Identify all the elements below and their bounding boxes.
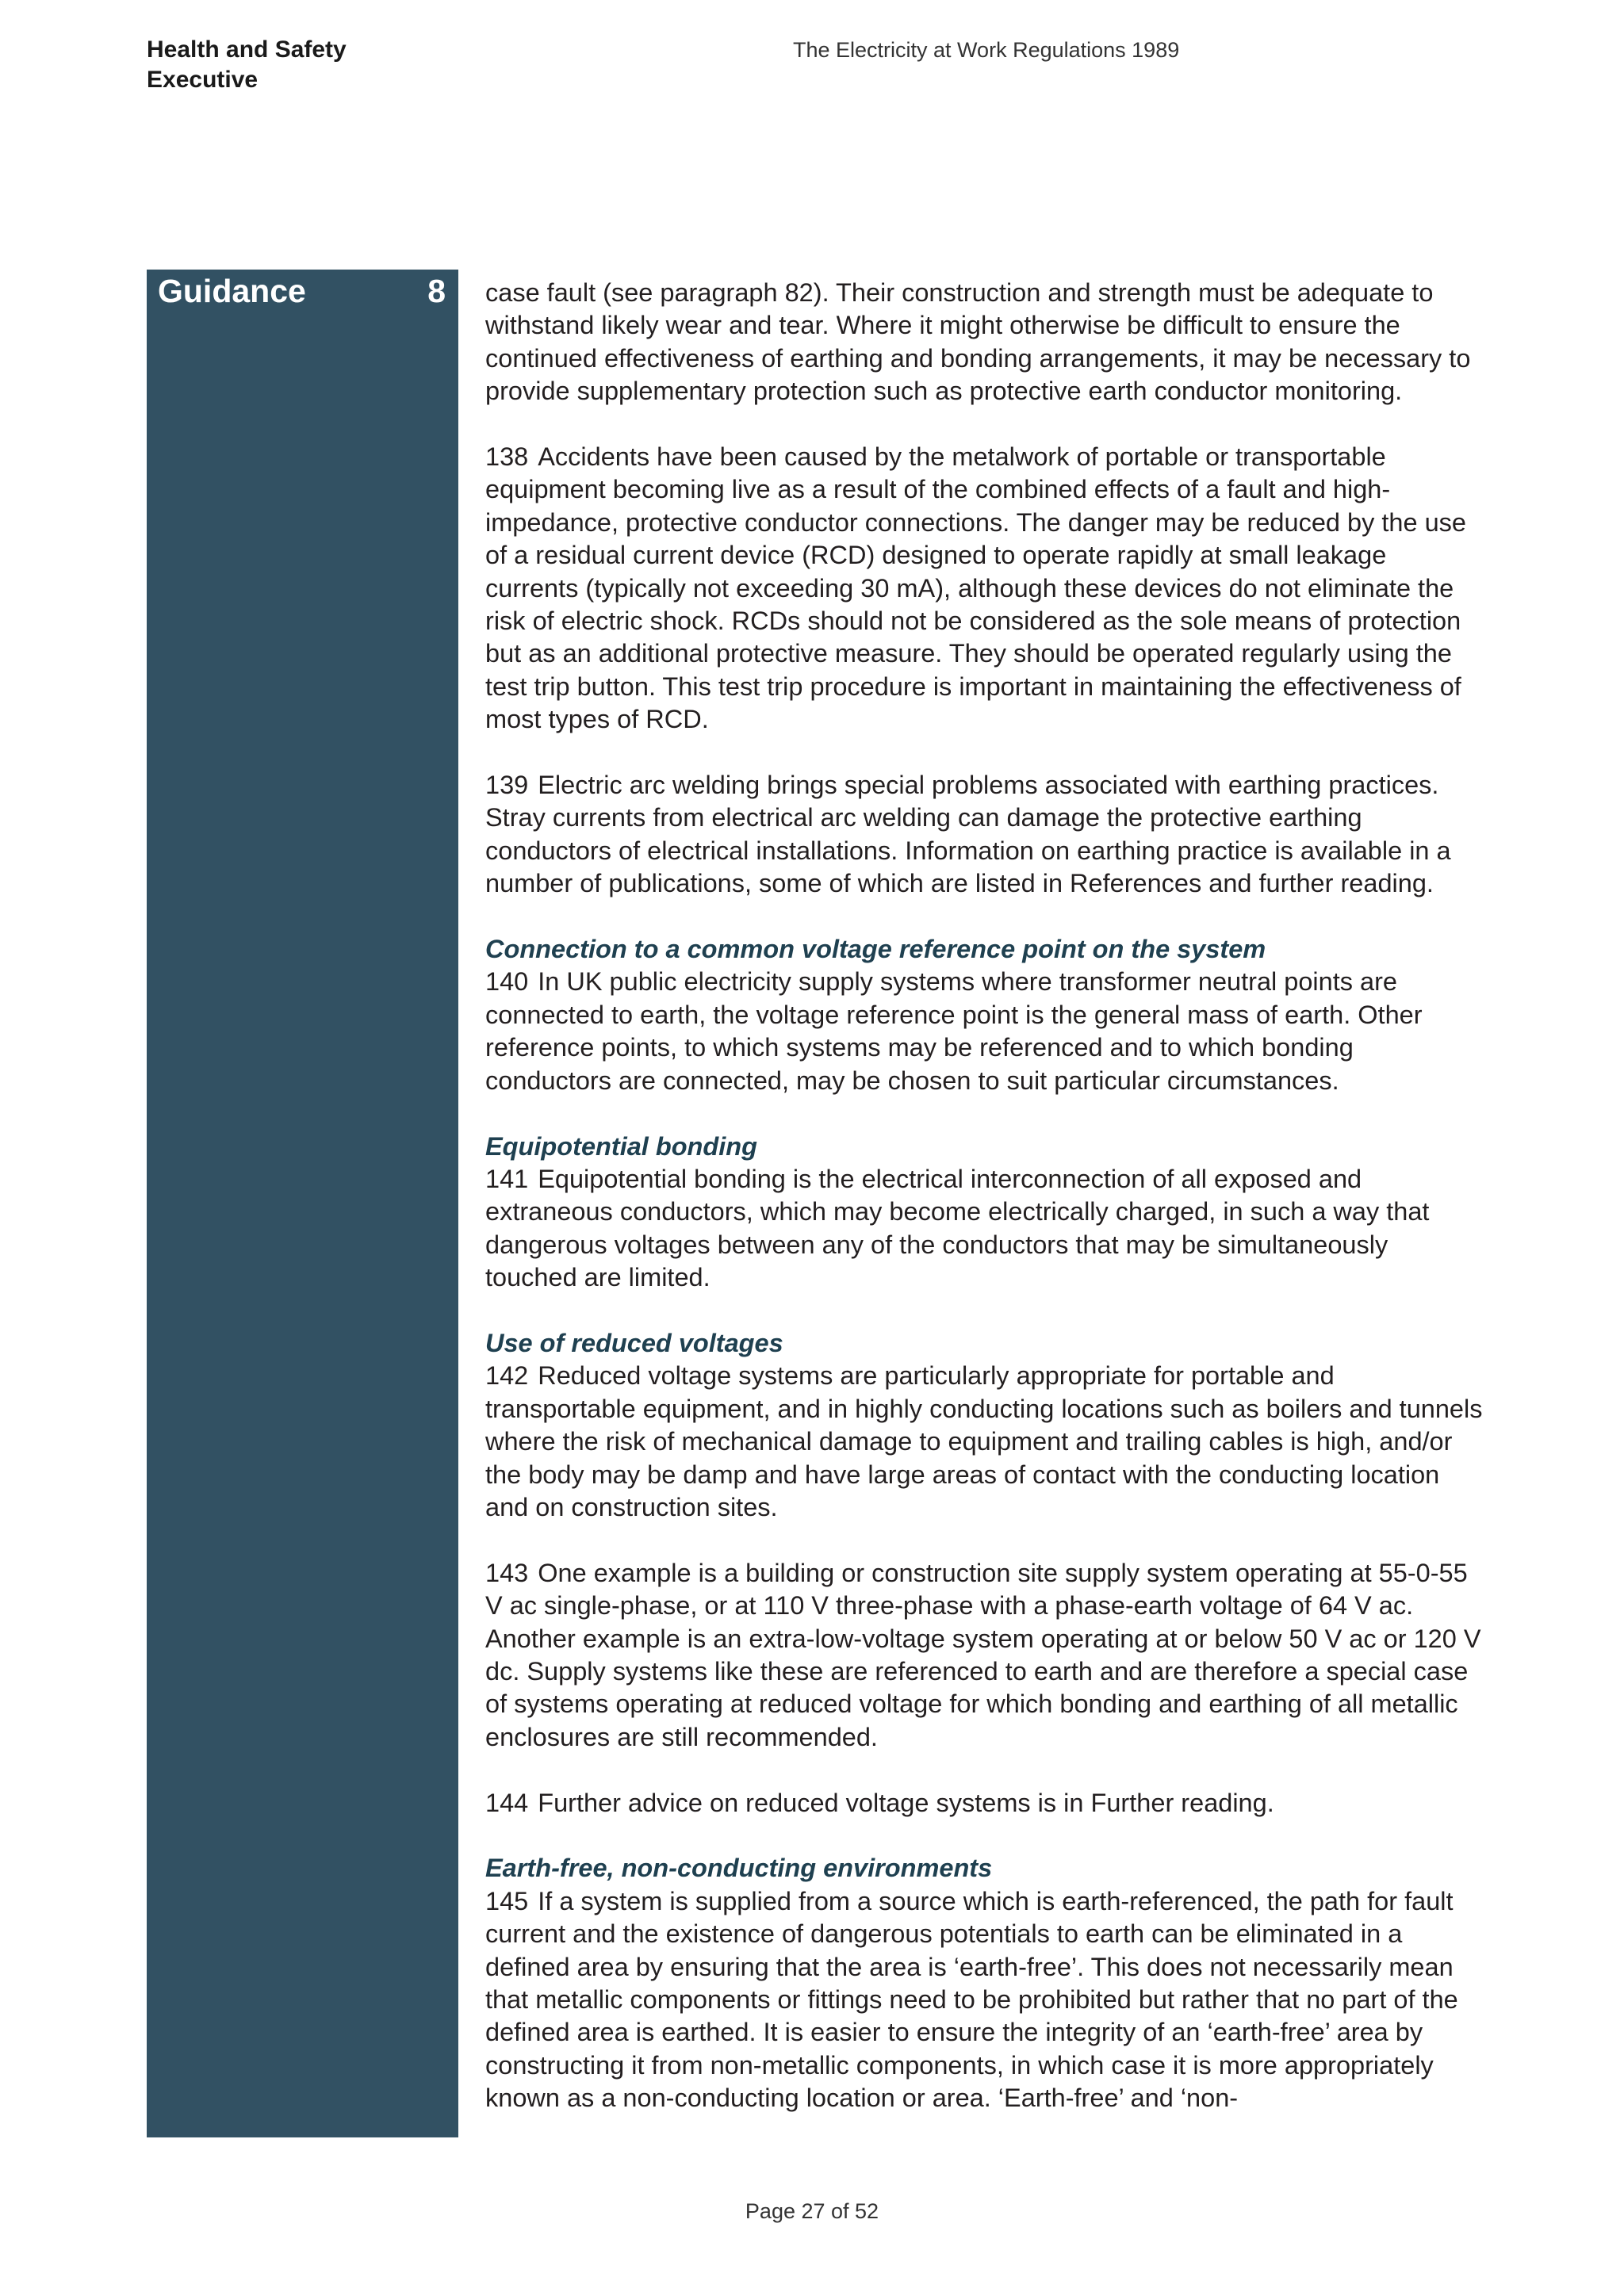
paragraph-continuation: case fault (see paragraph 82). Their construction and strength must be adequate to withstand likely wear and tear. Where it might otherwise be difficult to ensure the continued effectiveness of earthing and bonding arrangements, it may be necessary to provide supplementary protection such as protective earth conductor monitoring.: [485, 278, 1471, 406]
paragraph-text: Equipotential bonding is the electrical interconnection of all exposed and extraneous conductors, which may become electrically charged, in such a way that dangerous voltages between any of the conductors that may be simultaneously touched are limited.: [485, 1164, 1430, 1292]
paragraph-text: If a system is supplied from a source which is earth-referenced, the path for fault current and the existence of dangerous potentials to earth can be eliminated in a defined area by ensuring that the area is ‘earth-free’. This does not necessarily mean that metallic components or fittings need to be prohibited but rather that no part of the defined area is earthed. It is easier to ensure the integrity of an ‘earth-free’ area by constructing it from non-metallic components, in which case it is more appropriately known as a non-conducting location or area. ‘Earth-free’ and ‘non-: [485, 1886, 1458, 2113]
paragraph-number: 140: [485, 967, 529, 997]
paragraph-number: 139: [485, 771, 529, 800]
paragraph-143: [485, 1557, 1483, 1754]
section-heading-common-reference: Connection to a common voltage reference point on the system: [485, 935, 1266, 964]
paragraph-text: In UK public electricity supply systems where transformer neutral points are connected to earth, the voltage reference point is the general mass of earth. Other reference points, to which systems may be referenced and to which bonding conductors are connected, may be chosen to suit particular circumstances.: [485, 967, 1423, 1095]
page-number: Page 27 of 52: [745, 2199, 879, 2223]
paragraph-number: 143: [485, 1558, 529, 1587]
sidebar-number: 8: [427, 273, 446, 309]
paragraph-142: [485, 1360, 1483, 1524]
paragraph-text: Further advice on reduced voltage systems is in Further reading.: [538, 1788, 1274, 1817]
paragraph-number: 141: [485, 1164, 529, 1193]
paragraph-144: [485, 1787, 1483, 1820]
paragraph-141: [485, 1163, 1483, 1295]
paragraph-145: [485, 1885, 1483, 2115]
organization-name: [147, 35, 347, 95]
paragraph-138: [485, 441, 1483, 737]
organization-name-line2: Executive: [147, 67, 259, 93]
paragraph-text: Reduced voltage systems are particularly appropriate for portable and transportable equipment, and in highly conducting locations such as boilers and tunnels where the risk of mechanical damage to equipment and trailing cables is high, and/or the body may be damp and have large areas of contact with the conducting location and on construction sites.: [485, 1361, 1483, 1521]
paragraph-number: 145: [485, 1886, 529, 1915]
paragraph-text: Accidents have been caused by the metalwork of portable or transportable equipment becoming live as a result of the combined effects of a fault and high-impedance, protective conductor connections. The danger may be reduced by the use of a residual current device (RCD) designed to operate rapidly at small leakage currents (typically not exceeding 30 mA), although these devices do not eliminate the risk of electric shock. RCDs should not be considered as the sole means of protection but as an additional protective measure. They should be operated regularly using the test trip button. This test trip procedure is important in maintaining the effectiveness of most types of RCD.: [485, 442, 1466, 734]
organization-name-line1: Health and Safety: [147, 36, 347, 63]
paragraph-number: 138: [485, 442, 529, 472]
section-heading-earth-free: Earth-free, non-conducting environments: [485, 1854, 993, 1883]
paragraph-number: 142: [485, 1361, 529, 1391]
section-heading-reduced-voltages: Use of reduced voltages: [485, 1328, 783, 1357]
main-content: [485, 277, 1483, 2115]
paragraph-140: [485, 966, 1483, 1097]
guidance-sidebar: [147, 270, 458, 2137]
document-title: The Electricity at Work Regulations 1989: [793, 38, 1180, 62]
paragraph-number: 144: [485, 1788, 529, 1817]
paragraph-text: Electric arc welding brings special problems associated with earthing practices. Stray currents from electrical arc welding can damage the protective earthing conductors of electrical installations. Information on earthing practice is available in a number of publications, some of which are listed in References and further reading.: [485, 771, 1451, 898]
paragraph-139: [485, 769, 1483, 901]
sidebar-label: Guidance: [158, 273, 306, 309]
paragraph-text: One example is a building or construction site supply system operating at 55-0-55 V ac single-phase, or at 110 V three-phase with a phase-earth voltage of 64 V ac. Another example is an extra-low-voltage system operating at or below 50 V ac or 120 V dc. Supply systems like these are referenced to earth and are therefore a special case of systems operating at reduced voltage for which bonding and earthing of all metallic enclosures are still recommended.: [485, 1558, 1481, 1751]
section-heading-equipotential-bonding: Equipotential bonding: [485, 1131, 757, 1161]
